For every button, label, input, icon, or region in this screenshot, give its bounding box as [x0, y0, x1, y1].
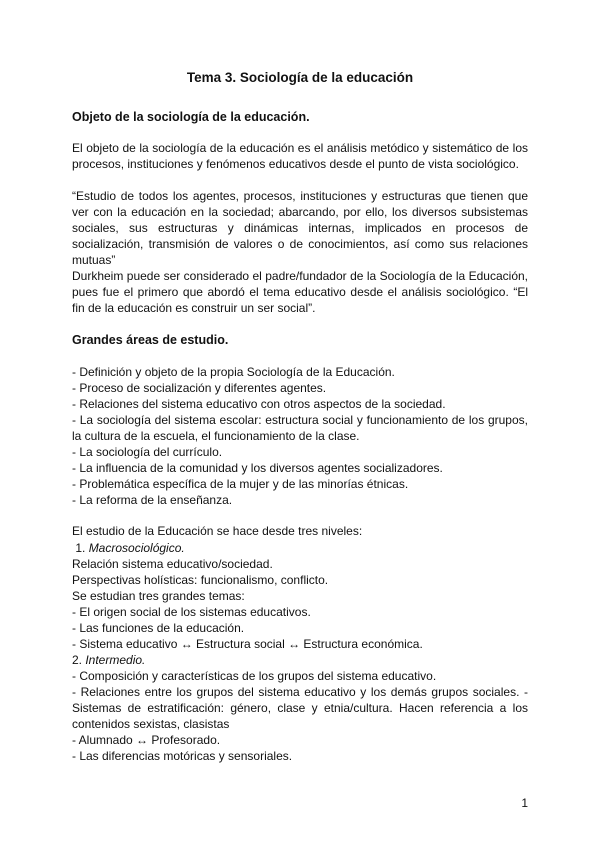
list-item: - Las diferencias motóricas y sensoriales.: [72, 749, 293, 763]
list-item: - Definición y objeto de la propia Sociología de la Educación.: [72, 365, 395, 379]
page-number: 1: [521, 796, 528, 810]
level-1-name: Macrosociológico.: [88, 541, 185, 555]
page-title: Tema 3. Sociología de la educación: [186, 70, 414, 85]
section-heading-objeto: Objeto de la sociología de la educación.: [72, 110, 310, 124]
list-item: - La reforma de la enseñanza.: [72, 493, 233, 507]
level-1-relation: Relación sistema educativo/sociedad.: [72, 557, 273, 571]
list-item: - Composición y características de los grupos del sistema educativo.: [72, 669, 437, 683]
list-item: - La sociología del currículo.: [72, 445, 223, 459]
level-1-heading: [72, 540, 528, 556]
list-item: - Sistema educativo ↔ Estructura social ↔ Estructura económica.: [72, 637, 423, 651]
list-item: - La influencia de la comunidad y los diversos agentes socializadores.: [72, 461, 443, 475]
levels-intro: El estudio de la Educación se hace desde tres niveles:: [72, 524, 363, 538]
list-item: - Problemática específica de la mujer y de las minorías étnicas.: [72, 477, 409, 491]
list-item: - Relaciones del sistema educativo con otros aspectos de la sociedad.: [72, 397, 446, 411]
list-item: - La sociología del sistema escolar: estructura social y funcionamiento de los grupos, la cultura de la escuela, el funcionamiento de la clase.: [72, 413, 528, 443]
list-item: - Relaciones entre los grupos del sistema educativo y los demás grupos sociales. - Sistemas de estratificación: género, clase y etnia/cultura. Hacen referencia a los contenidos sexistas, clasistas: [72, 685, 528, 731]
paragraph-definicion: “Estudio de todos los agentes, procesos, instituciones y estructuras que tienen que ver con la educación en la sociedad; abarcando, por ello, los diversos subsistemas sociales, sus estructuras y dinámicas internas, implicados en procesos de socialización, transmisión de valores o de conocimientos, así como sus relaciones mutuas”: [72, 189, 528, 267]
level-2-name: Intermedio.: [85, 653, 146, 667]
paragraph-objeto: El objeto de la sociología de la educación es el análisis metódico y sistemático de los procesos, instituciones y fenómenos educativos desde el punto de vista sociológico.: [72, 141, 528, 171]
section-heading-areas: Grandes áreas de estudio.: [72, 333, 229, 347]
list-item: - Alumnado ↔ Profesorado.: [72, 733, 221, 747]
level-2-number: 2.: [72, 653, 86, 667]
paragraph-durkheim: Durkheim puede ser considerado el padre/fundador de la Sociología de la Educación, pues fue el primero que abordó el tema educativo desde el análisis sociológico. “El fin de la educación es construir un ser social”.: [72, 269, 528, 315]
level-1-perspectives: Perspectivas holísticas: funcionalismo, conflicto.: [72, 573, 329, 587]
list-item: - Proceso de socialización y diferentes agentes.: [72, 381, 327, 395]
level-1-number: 1.: [72, 541, 89, 555]
level-1-themes-intro: Se estudian tres grandes temas:: [72, 589, 245, 603]
list-item: - Las funciones de la educación.: [72, 621, 245, 635]
list-item: - El origen social de los sistemas educativos.: [72, 605, 311, 619]
level-2-heading: [72, 652, 528, 668]
